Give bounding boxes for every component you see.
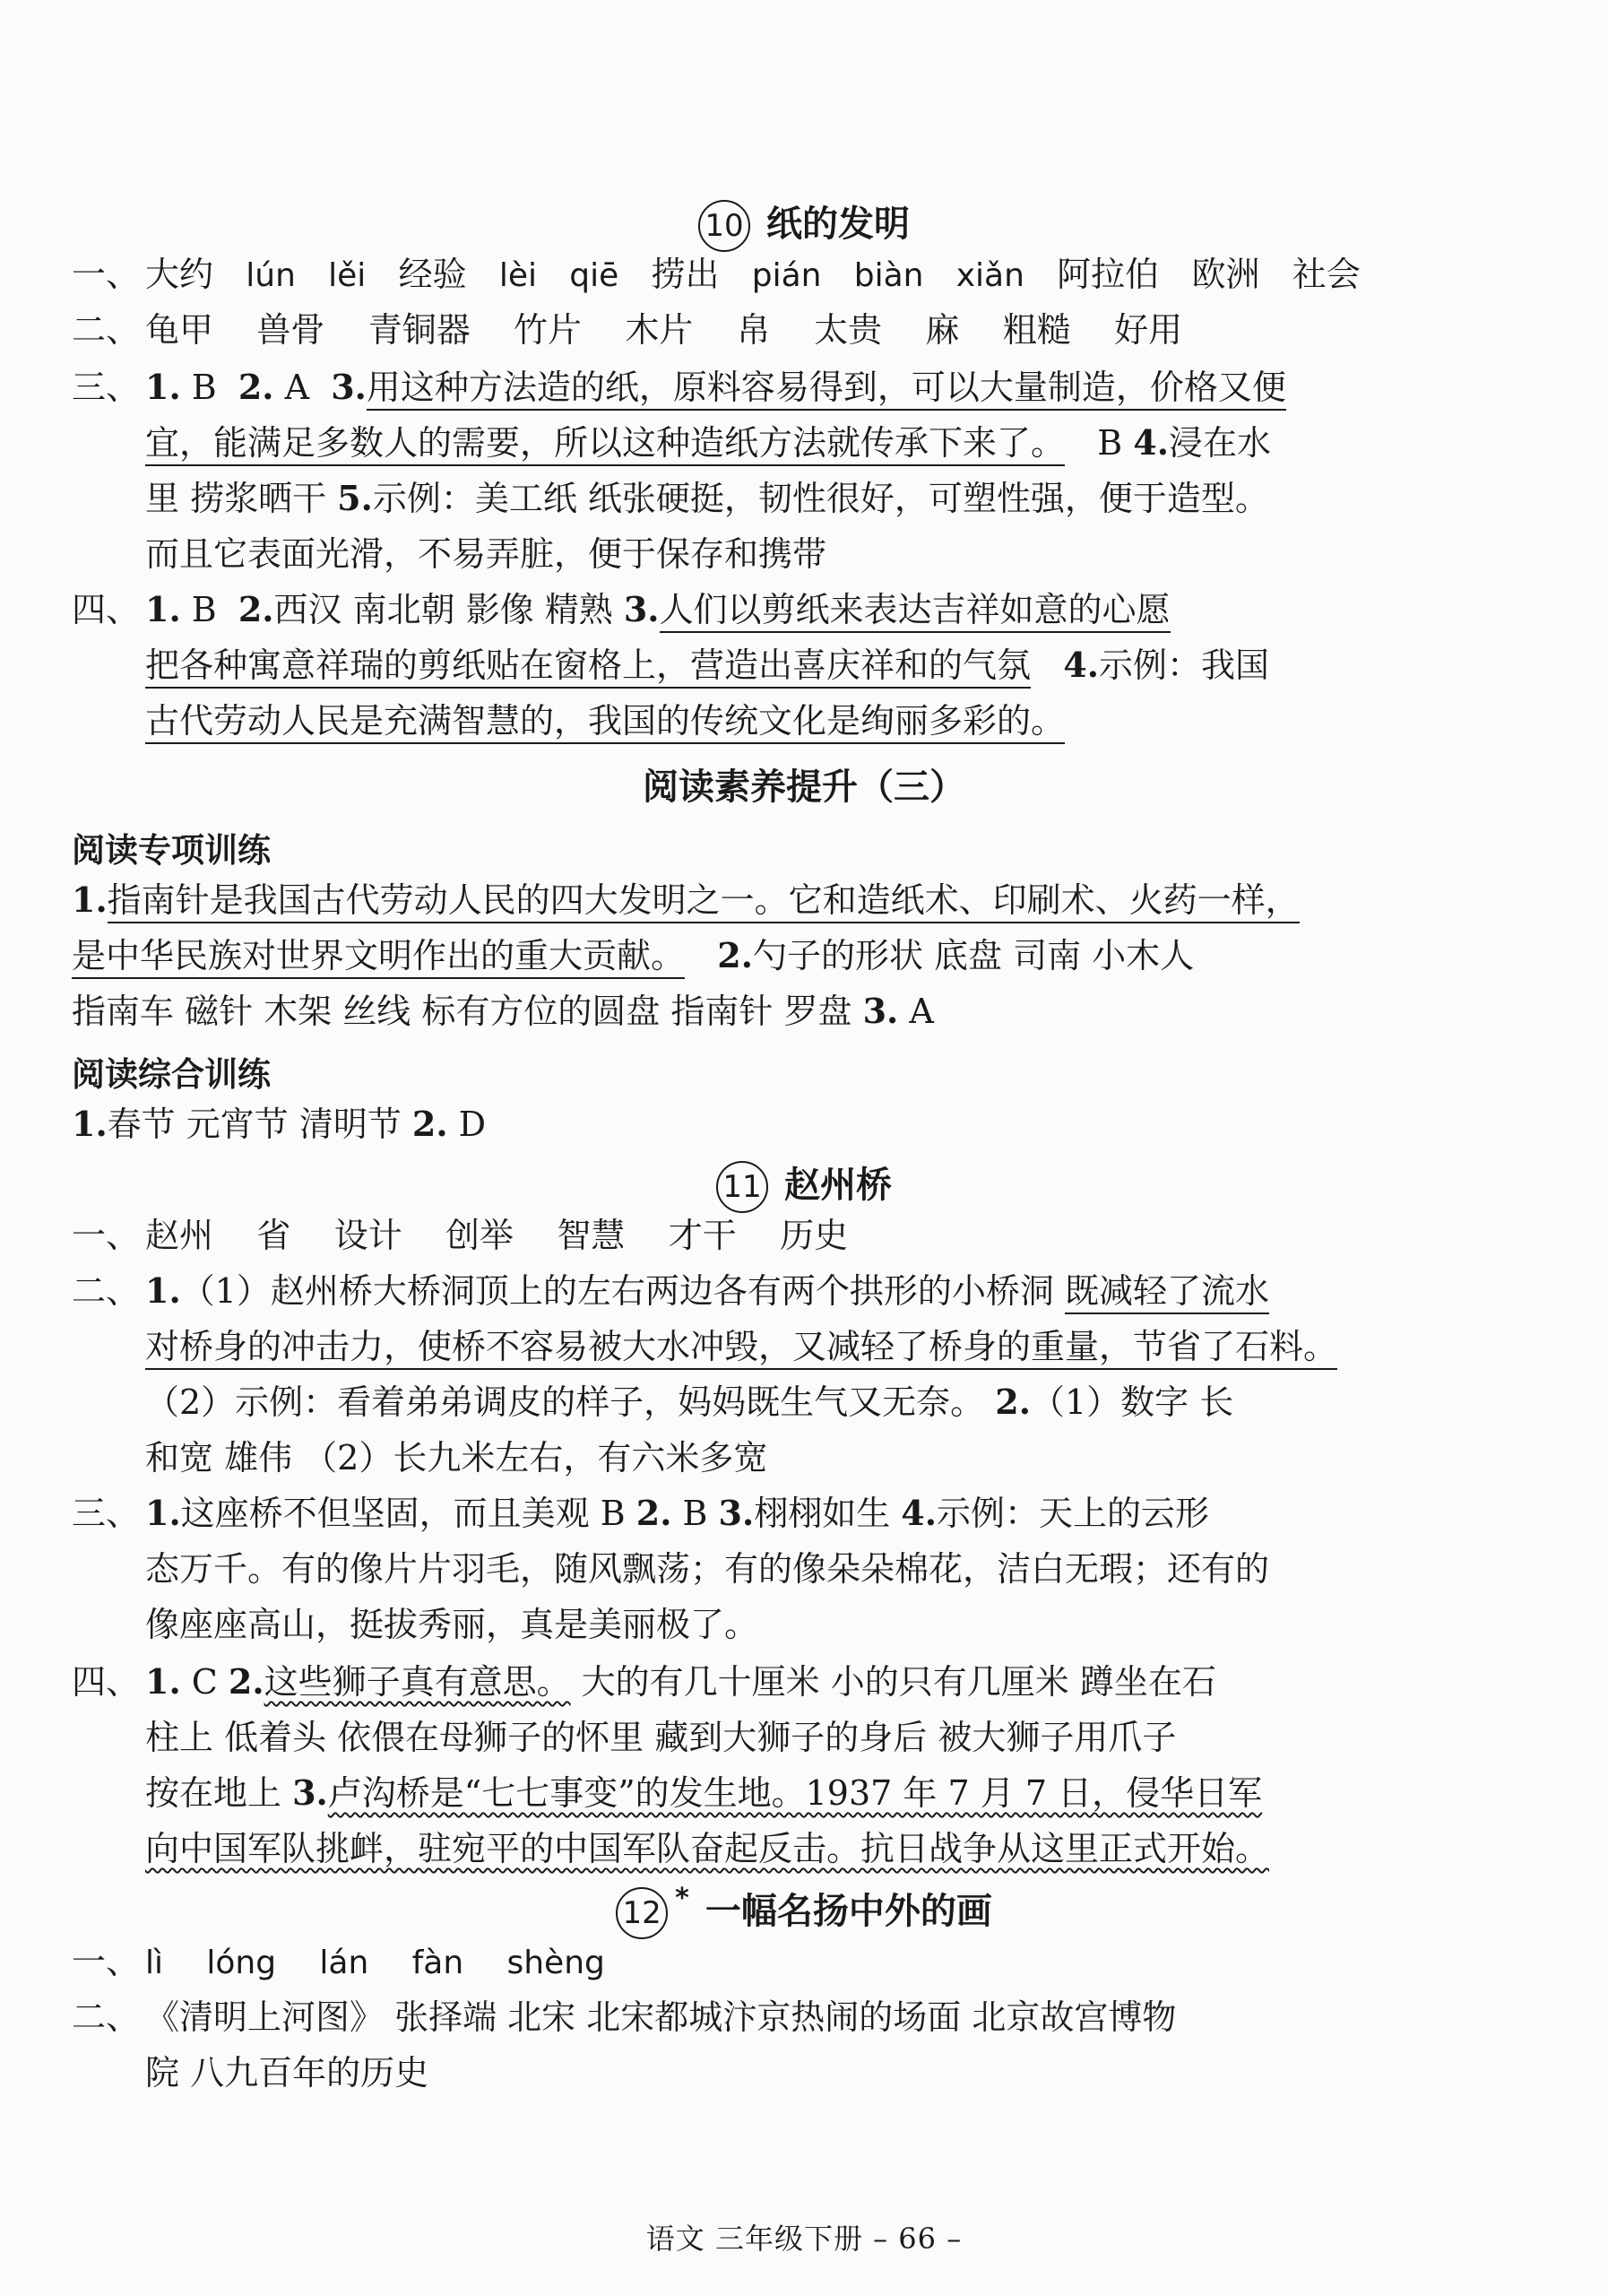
s11-line-1: 一、 赵州 省 设计 创举 智慧 才干 历史 <box>72 1216 849 1255</box>
page-footer: 语文 三年级下册 – 66 – <box>645 2222 963 2256</box>
section-10-heading <box>0 195 1608 252</box>
s10-line-6: 而且它表面光滑，不易弄脏，便于保存和携带 <box>145 534 827 574</box>
circled-number: 12 <box>616 1887 668 1939</box>
s10-line-5: 里 捞浆晒干 5.示例：美工纸 纸张硬挺，韧性很好，可塑性强，便于造型。 <box>145 478 1269 518</box>
s10-line-1: 一、 大约 lún lěi 经验 lèi qiē 捞出 pián biàn xiǎn 阿拉伯 欧洲 社会 <box>72 255 1361 294</box>
s10-line-8: 把各种寓意祥瑞的剪纸贴在窗格上，营造出喜庆祥和的气氛 4.示例：我国 <box>145 644 1269 687</box>
s11-line-3: 对桥身的冲击力，使桥不容易被大水冲毁，又减轻了桥身的重量，节省了石料。 <box>145 1325 1337 1368</box>
s11-line-2: 二、 1.（1）赵州桥大桥洞顶上的左右两边各有两个拱形的小桥洞 既减轻了流水 <box>72 1269 1269 1313</box>
s11-line-5: 和宽 雄伟 （2）长九米左右，有六米多宽 <box>145 1438 768 1477</box>
s12-line-1: 一、 lì lóng lán fàn shèng <box>72 1942 605 1981</box>
asterisk-mark: * <box>675 1883 689 1914</box>
read3-line-3: 指南车 磁针 木架 丝线 标有方位的圆盘 指南针 罗盘 3. A <box>72 991 934 1031</box>
circled-number: 11 <box>716 1161 768 1213</box>
s12-line-2: 二、 《清明上河图》 张择端 北宋 北宋都城汴京热闹的场面 北京故宫博物 <box>72 1997 1177 2037</box>
reading-specific-training: 阅读专项训练 <box>72 831 271 870</box>
s11-line-9: 四、 1. C 2.这些狮子真有意思。 大的有几十厘米 小的只有几厘米 蹲坐在石 <box>72 1661 1216 1702</box>
section-title: 赵州桥 <box>784 1165 892 1206</box>
reading-comprehensive-training: 阅读综合训练 <box>72 1055 271 1094</box>
s11-line-12: 向中国军队挑衅，驻宛平的中国军队奋起反击。抗日战争从这里正式开始。 <box>145 1829 1270 1868</box>
s10-line-7: 四、 1. B 2.西汉 南北朝 影像 精熟 3.人们以剪纸来表达吉祥如意的心愿 <box>72 588 1171 631</box>
s11-line-10: 柱上 低着头 依偎在母狮子的怀里 藏到大狮子的身后 被大狮子用爪子 <box>145 1718 1177 1757</box>
s11-line-11: 按在地上 3.卢沟桥是“七七事变”的发生地。1937 年 7 月 7 日，侵华日军 <box>145 1772 1263 1813</box>
reading-3-heading: 阅读素养提升（三） <box>643 767 965 808</box>
section-12-heading <box>0 1883 1608 1939</box>
section-title: 纸的发明 <box>766 204 910 245</box>
s10-line-4: 宜，能满足多数人的需要，所以这种造纸方法就传承下来了。 B 4.浸在水 <box>145 421 1271 464</box>
s11-line-6: 三、 1.这座桥不但坚固，而且美观 B 2. B 3.栩栩如生 4.示例：天上的云形 <box>72 1493 1209 1533</box>
s11-line-4: （2）示例：看着弟弟调皮的样子，妈妈既生气又无奈。 2.（1）数字 长 <box>145 1382 1234 1422</box>
s10-line-9: 古代劳动人民是充满智慧的，我国的传统文化是绚丽多彩的。 <box>145 699 1065 742</box>
section-11-heading <box>0 1157 1608 1213</box>
section-title: 一幅名扬中外的画 <box>705 1891 992 1932</box>
s11-line-8: 像座座高山，挺拔秀丽，真是美丽极了。 <box>145 1605 759 1644</box>
s11-line-7: 态万千。有的像片片羽毛，随风飘荡；有的像朵朵棉花，洁白无瑕；还有的 <box>145 1549 1270 1589</box>
s10-line-2: 二、 龟甲 兽骨 青铜器 竹片 木片 帛 太贵 麻 粗糙 好用 <box>72 310 1183 350</box>
circled-number: 10 <box>698 200 750 252</box>
s10-line-3: 三、 1. B 2. A 3.用这种方法造的纸，原料容易得到，可以大量制造，价格又便 <box>72 366 1286 409</box>
read3-line-4: 1.春节 元宵节 清明节 2. D <box>72 1104 487 1144</box>
s12-line-3: 院 八九百年的历史 <box>145 2053 429 2092</box>
read3-line-1: 1.指南针是我国古代劳动人民的四大发明之一。它和造纸术、印刷术、火药一样， <box>72 879 1300 922</box>
read3-line-2: 是中华民族对世界文明作出的重大贡献。 2.勺子的形状 底盘 司南 小木人 <box>72 934 1194 977</box>
